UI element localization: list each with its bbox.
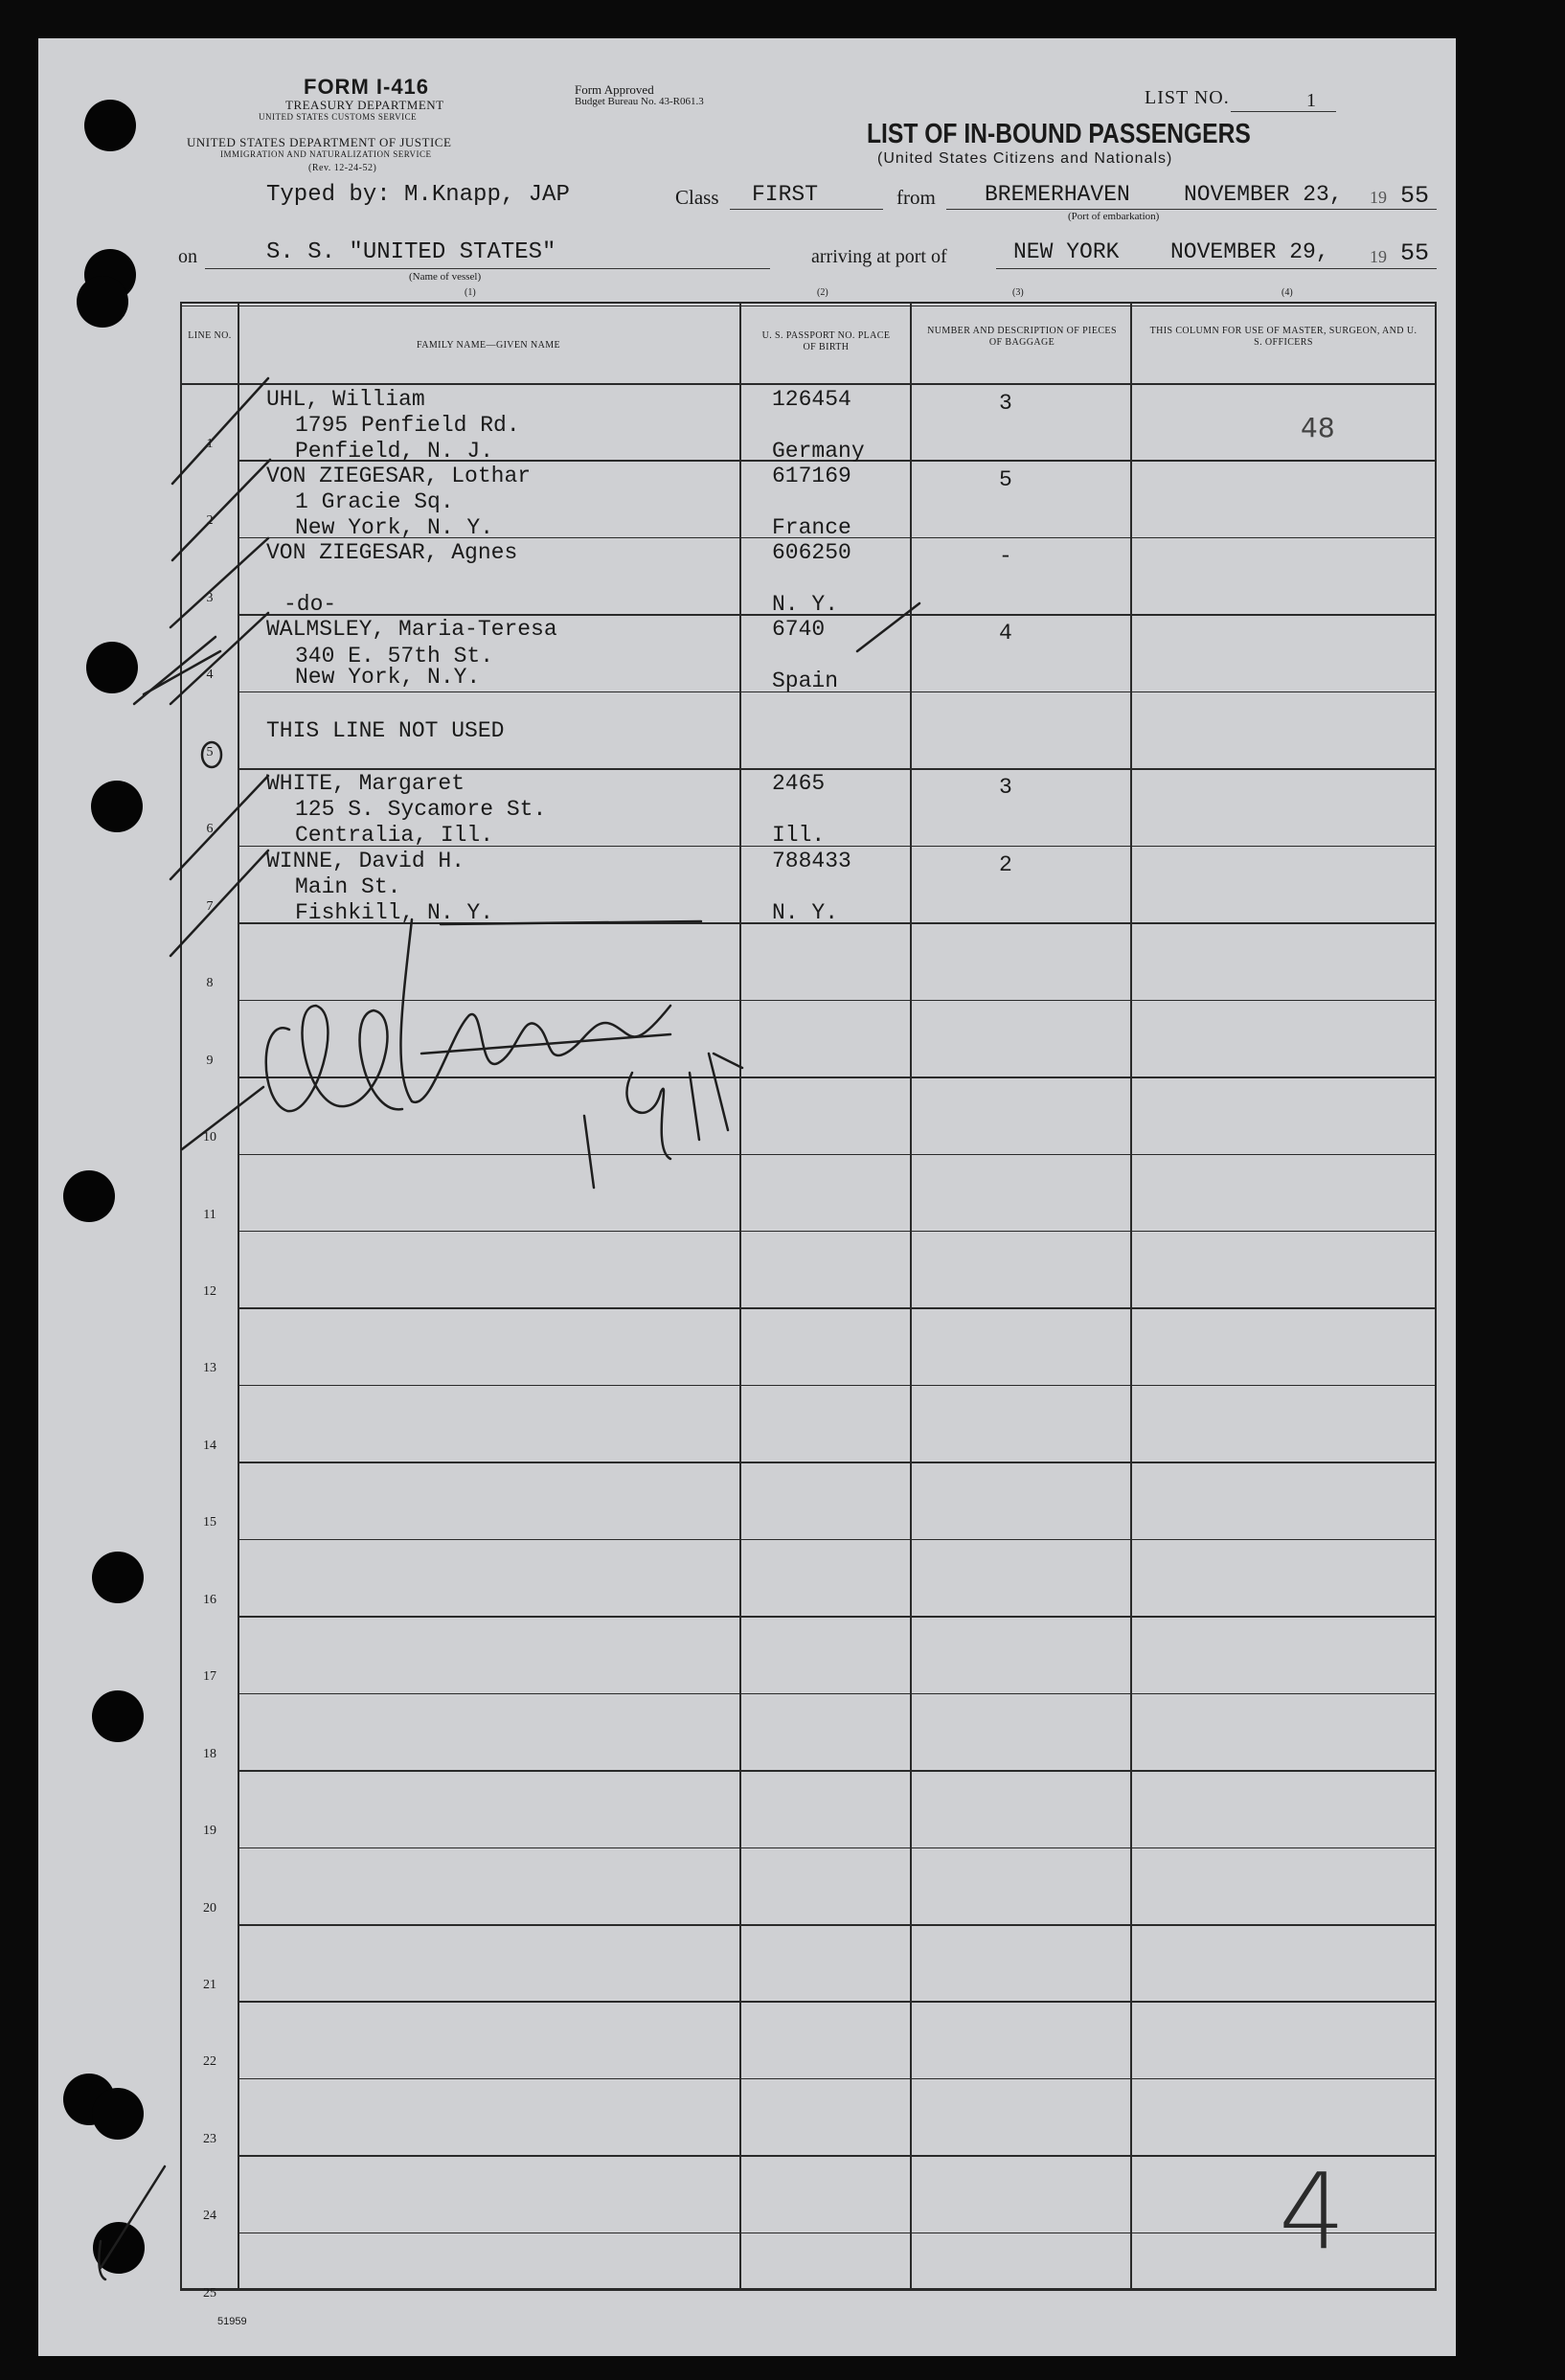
header-baggage: NUMBER AND DESCRIPTION OF PIECES OF BAGGAGE [927, 326, 1117, 348]
place-of-birth: Spain [772, 669, 839, 693]
budget-bureau: Budget Bureau No. 43-R061.3 [575, 96, 704, 107]
place-of-birth: Ill. [772, 823, 826, 848]
passenger-address: 125 S. Sycamore St. [295, 797, 547, 822]
page-subtitle: (United States Citizens and Nationals) [877, 150, 1173, 167]
passport-number: 2465 [772, 771, 826, 796]
arriving-label: arriving at port of [811, 246, 947, 267]
line-number: 18 [203, 1746, 216, 1761]
header-line-no: LINE NO. [188, 330, 232, 341]
passenger-city: Fishkill, N. Y. [295, 900, 494, 925]
list-no-value: 1 [1306, 90, 1316, 111]
baggage-count: 2 [999, 852, 1012, 877]
column-number-2: (2) [817, 287, 828, 298]
from-label: from [896, 186, 936, 209]
line-number: 17 [203, 1669, 216, 1685]
passenger-address: 340 E. 57th St. [295, 644, 494, 669]
line-number: 13 [203, 1361, 216, 1376]
passport-number: 6740 [772, 617, 826, 642]
passenger-name: UHL, William [266, 387, 425, 412]
unused-line-note: THIS LINE NOT USED [266, 718, 505, 743]
line-number: 14 [203, 1438, 216, 1453]
form-number: FORM I-416 [304, 75, 430, 99]
line-number: 16 [203, 1592, 216, 1607]
departure-year: 55 [1400, 182, 1430, 210]
passenger-address: Main St. [295, 874, 401, 899]
place-of-birth: Germany [772, 439, 865, 464]
line-number: 19 [203, 1824, 216, 1839]
line-number: 11 [203, 1207, 216, 1222]
column-number-3: (3) [1012, 287, 1024, 298]
line-number: 1 [206, 437, 214, 451]
footer-form-code: 51959 [217, 2316, 247, 2327]
ins-service: IMMIGRATION AND NATURALIZATION SERVICE [220, 149, 432, 159]
departure-year-prefix: 19 [1370, 188, 1387, 207]
line-number: 10 [203, 1130, 216, 1145]
line-number: 2 [206, 513, 214, 529]
departure-date: NOVEMBER 23, [1184, 182, 1343, 207]
line-number: 22 [203, 2054, 216, 2070]
officer-note: 48 [1301, 412, 1335, 443]
line-number: 20 [203, 1900, 216, 1915]
passenger-address: 1795 Penfield Rd. [295, 413, 520, 438]
arrival-year: 55 [1400, 239, 1430, 267]
baggage-count: 3 [999, 775, 1012, 800]
line-number: 3 [206, 590, 214, 605]
place-of-birth: France [772, 515, 851, 540]
line-number: 4 [206, 668, 214, 683]
class-label: Class [675, 186, 719, 209]
passport-number: 606250 [772, 540, 851, 565]
place-of-birth: N. Y. [772, 592, 839, 617]
line-number: 25 [203, 2285, 216, 2301]
baggage-count: 4 [999, 621, 1012, 646]
column-number-1: (1) [465, 287, 476, 298]
vessel-name: S. S. "UNITED STATES" [266, 239, 556, 265]
class-value: FIRST [752, 182, 819, 207]
line-number: 5 [206, 744, 214, 759]
treasury-dept: TREASURY DEPARTMENT [285, 98, 444, 112]
passport-number: 617169 [772, 464, 851, 488]
revision-date: (Rev. 12-24-52) [308, 163, 377, 173]
passenger-city: New York, N.Y. [295, 665, 481, 690]
baggage-count: 3 [999, 391, 1012, 416]
header-passport: U. S. PASSPORT NO. PLACE OF BIRTH [761, 330, 891, 352]
list-no-label: LIST NO. [1145, 87, 1230, 108]
customs-service: UNITED STATES CUSTOMS SERVICE [259, 112, 418, 122]
line-number: 24 [203, 2209, 216, 2224]
place-of-birth: N. Y. [772, 900, 839, 925]
vessel-caption: (Name of vessel) [409, 271, 482, 283]
line-number: 6 [206, 822, 214, 837]
port-embark-caption: (Port of embarkation) [1068, 211, 1160, 222]
header-name: FAMILY NAME—GIVEN NAME [416, 340, 560, 351]
header-officers: THIS COLUMN FOR USE OF MASTER, SURGEON, AND U. S. OFFICERS [1149, 326, 1418, 348]
arrival-date: NOVEMBER 29, [1170, 239, 1329, 264]
line-number: 12 [203, 1283, 216, 1299]
passport-number: 788433 [772, 849, 851, 873]
passport-number: 126454 [772, 387, 851, 412]
arrival-year-prefix: 19 [1370, 247, 1387, 266]
line-number: 21 [203, 1978, 216, 1992]
justice-dept: UNITED STATES DEPARTMENT OF JUSTICE [187, 135, 452, 149]
line-number: 8 [206, 976, 214, 991]
arrival-port: NEW YORK [1013, 239, 1120, 264]
typed-by: Typed by: M.Knapp, JAP [266, 182, 570, 208]
on-label: on [178, 246, 197, 267]
passenger-name: WALMSLEY, Maria-Teresa [266, 617, 557, 642]
baggage-count: - [999, 544, 1012, 569]
line-number: 15 [203, 1515, 216, 1530]
line-number: 7 [206, 898, 214, 914]
passenger-city: New York, N. Y. [295, 515, 494, 540]
line-number: 9 [206, 1053, 214, 1068]
page-title: LIST OF IN-BOUND PASSENGERS [867, 119, 1251, 149]
passenger-name: VON ZIEGESAR, Lothar [266, 464, 532, 488]
passenger-city: Penfield, N. J. [295, 439, 494, 464]
baggage-count: 5 [999, 467, 1012, 492]
passenger-name: WINNE, David H. [266, 849, 465, 873]
passenger-name: WHITE, Margaret [266, 771, 465, 796]
port-of-embarkation: BREMERHAVEN [985, 182, 1130, 207]
passenger-address: 1 Gracie Sq. [295, 489, 454, 514]
margin-handwritten-number: 4 [1279, 2150, 1346, 2273]
passenger-name: VON ZIEGESAR, Agnes [266, 540, 518, 565]
passenger-city: Centralia, Ill. [295, 823, 494, 848]
line-number: 23 [203, 2131, 216, 2146]
passenger-city: -do- [284, 592, 337, 617]
column-number-4: (4) [1281, 287, 1293, 298]
form-approved: Form Approved [575, 82, 654, 97]
